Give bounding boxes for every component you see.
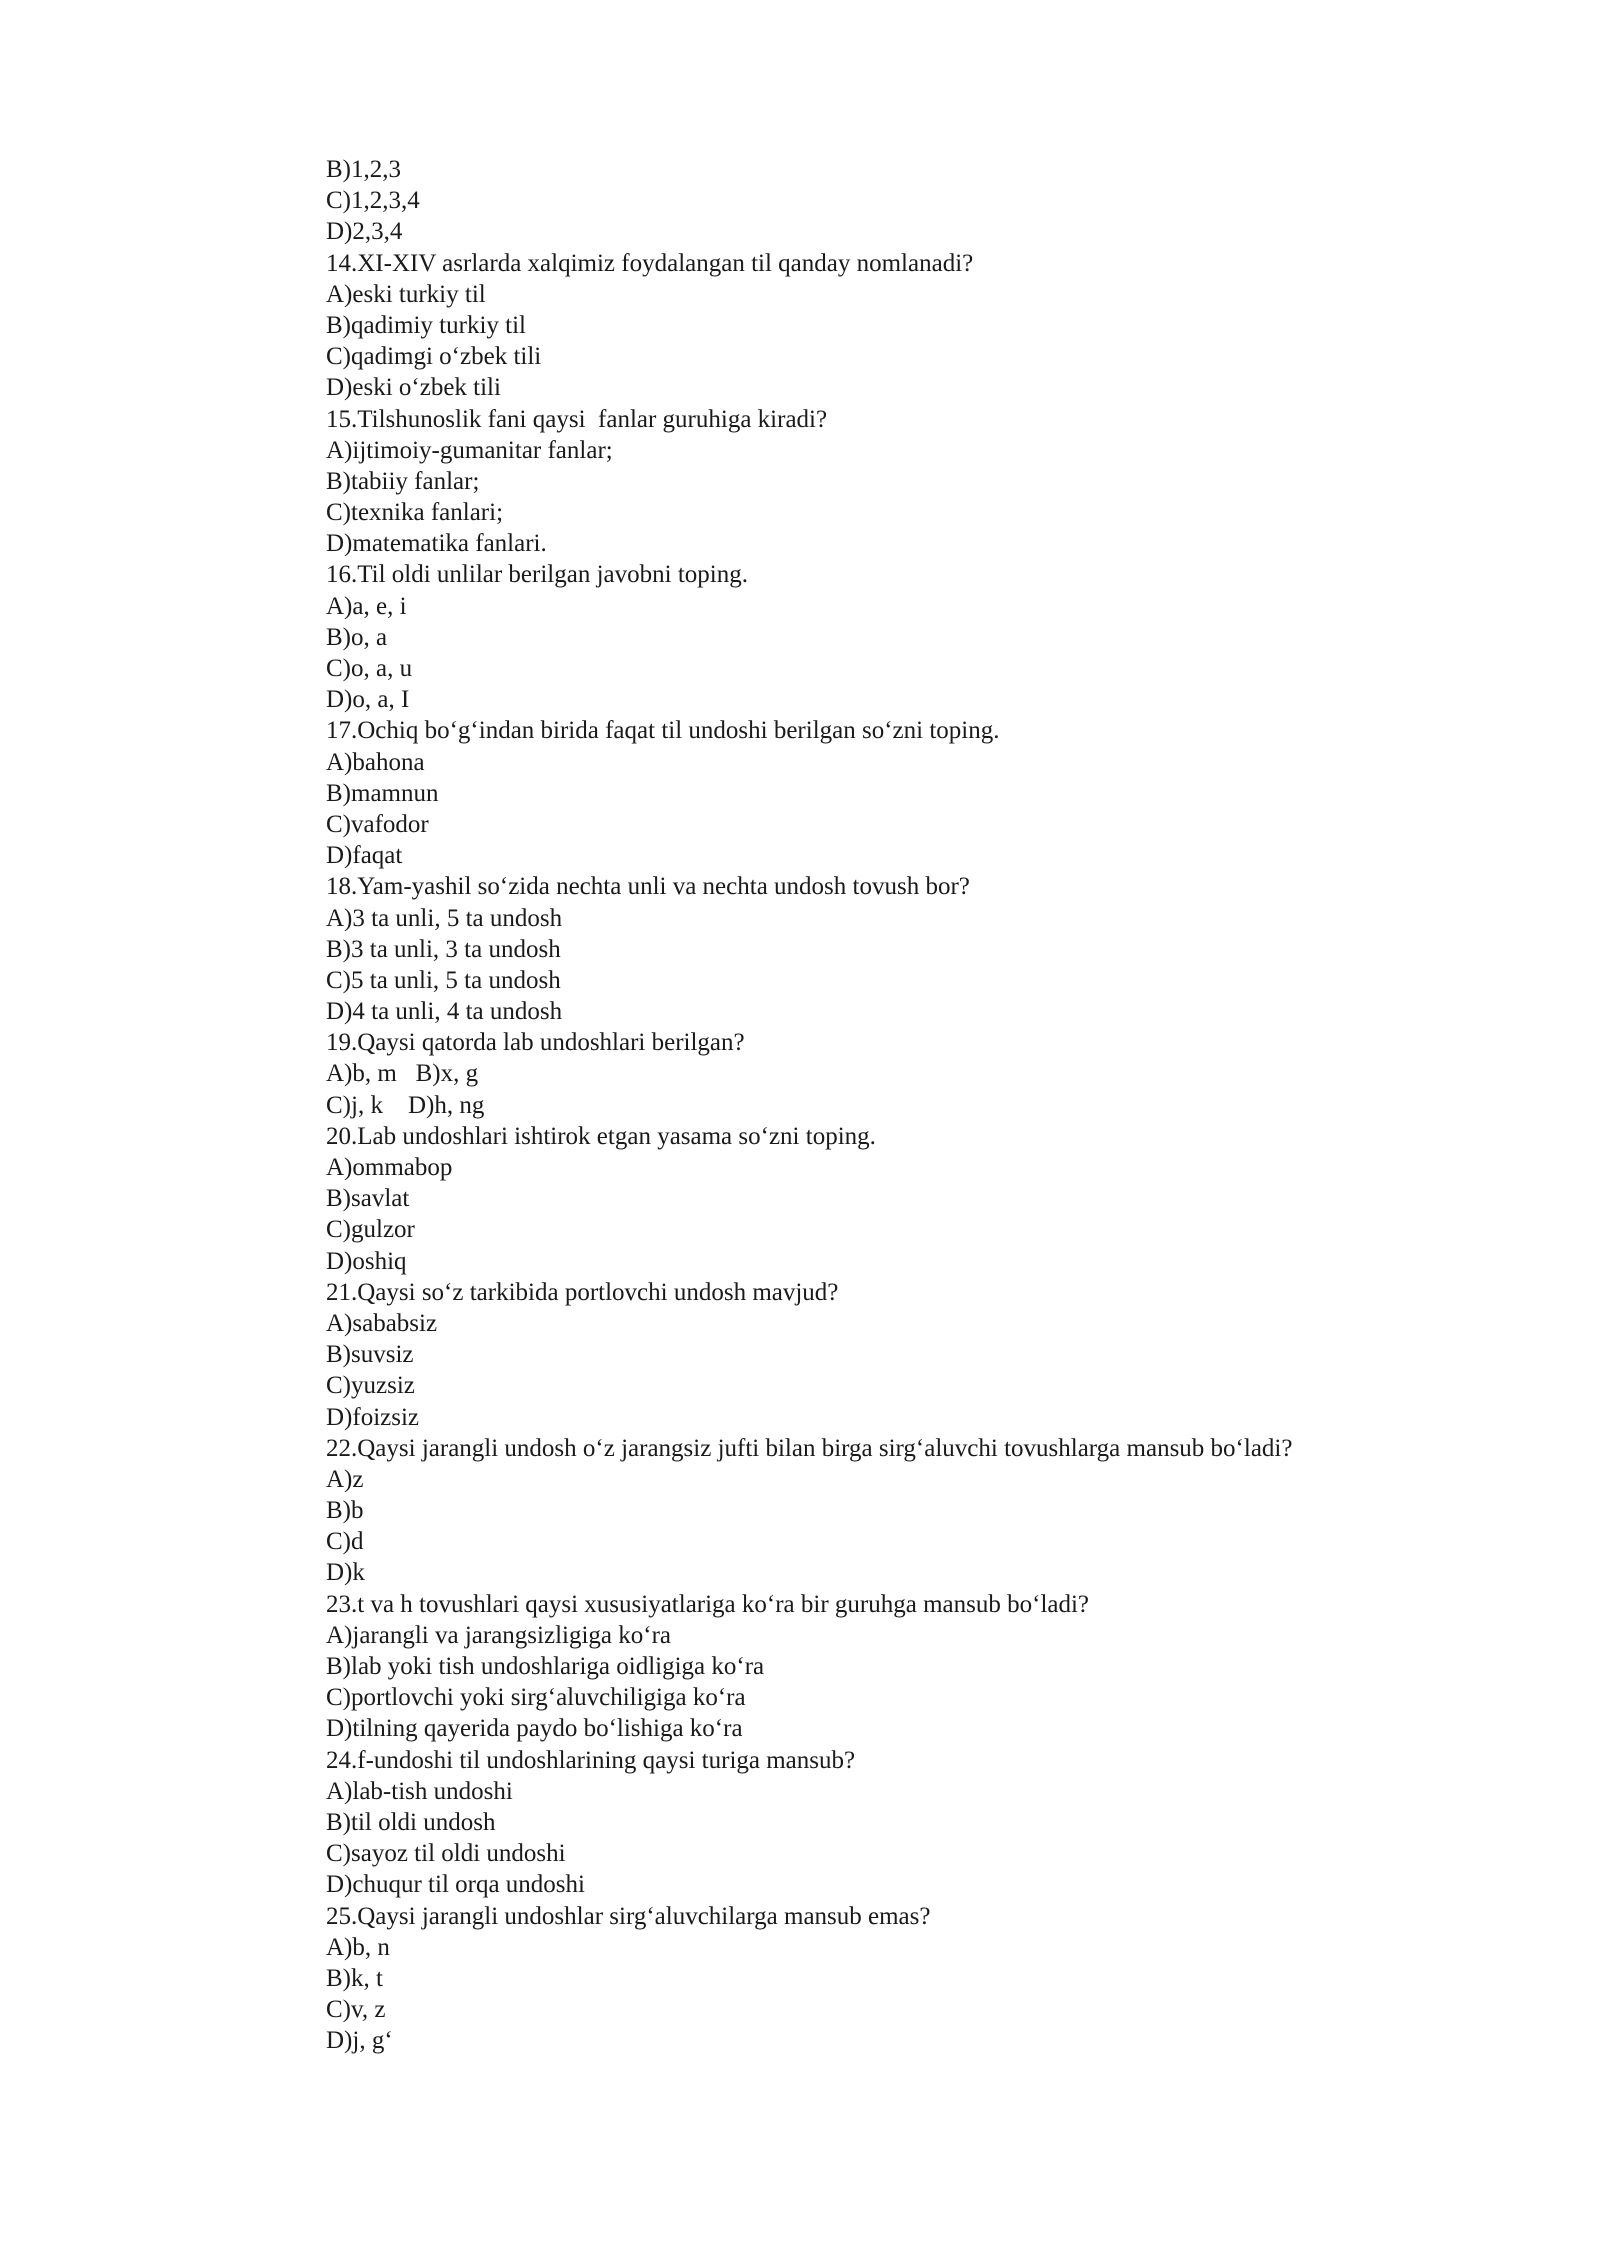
answer-option: B)til oldi undosh (326, 1808, 496, 1836)
answer-option: D)4 ta unli, 4 ta undosh (326, 998, 563, 1026)
document-page (326, 154, 1476, 2056)
answer-option: D)faqat (326, 842, 403, 870)
answer-option: A)3 ta unli, 5 ta undosh (326, 904, 563, 932)
question-text: 22.Qaysi jarangli undosh o‘z jarangsiz jufti bilan birga sirg‘aluvchi tovushlarga mansub bo‘ladi? (326, 1434, 1293, 1462)
answer-option: D)foizsiz (326, 1403, 420, 1431)
answer-option: A)b, m B)x, g (326, 1060, 479, 1088)
answer-option: A)lab-tish undoshi (326, 1777, 513, 1805)
answer-option: D)o, a, I (326, 686, 410, 714)
answer-option: D)eski o‘zbek tili (326, 374, 501, 402)
answer-option: A)jarangli va jarangsizligiga ko‘ra (326, 1621, 671, 1649)
answer-option: D)oshiq (326, 1247, 407, 1275)
answer-option: B)b (326, 1497, 364, 1525)
answer-option: C)d (326, 1528, 364, 1556)
question-text: 24.f-undoshi til undoshlarining qaysi turiga mansub? (326, 1746, 856, 1774)
answer-option: B)suvsiz (326, 1341, 414, 1369)
answer-option: A)sababsiz (326, 1309, 438, 1337)
answer-option: D)k (326, 1559, 365, 1587)
answer-option: B)mamnun (326, 779, 439, 807)
answer-option: C)portlovchi yoki sirg‘aluvchiligiga ko‘ra (326, 1684, 746, 1712)
question-text: 18.Yam-yashil so‘zida nechta unli va nechta undosh tovush bor? (326, 873, 970, 901)
answer-option: C)5 ta unli, 5 ta undosh (326, 966, 561, 994)
answer-option: A)ijtimoiy-gumanitar fanlar; (326, 436, 613, 464)
answer-option: D)matematika fanlari. (326, 530, 547, 558)
answer-option: B)lab yoki tish undoshlariga oidligiga ko‘ra (326, 1653, 765, 1680)
question-text: 25.Qaysi jarangli undoshlar sirg‘aluvchilarga mansub emas? (326, 1902, 931, 1930)
question-text: 19.Qaysi qatorda lab undoshlari berilgan? (326, 1029, 745, 1057)
answer-option: D)chuqur til orqa undoshi (326, 1871, 585, 1899)
answer-option: D)j, g‘ (326, 2027, 393, 2055)
answer-option: D)tilning qayerida paydo bo‘lishiga ko‘ra (326, 1715, 743, 1743)
answer-option: B)k, t (326, 1964, 383, 1992)
answer-option: C)qadimgi o‘zbek tili (326, 343, 542, 371)
answer-option: B)tabiiy fanlar; (326, 467, 480, 495)
answer-option: C)j, k D)h, ng (326, 1091, 485, 1119)
question-text: 16.Til oldi unlilar berilgan javobni toping. (326, 561, 748, 589)
answer-option: B)1,2,3 (326, 156, 401, 183)
question-text: 23.t va h tovushlari qaysi xususiyatlariga ko‘ra bir guruhga mansub bo‘ladi? (326, 1590, 1090, 1618)
answer-option: C)vafodor (326, 810, 429, 838)
answer-option: C)gulzor (326, 1216, 415, 1244)
answer-option: A)ommabop (326, 1154, 453, 1181)
answer-option: A)z (326, 1465, 364, 1493)
answer-option: A)bahona (326, 748, 425, 776)
answer-option: C)v, z (326, 1996, 386, 2024)
question-text: 20.Lab undoshlari ishtirok etgan yasama so‘zni toping. (326, 1122, 876, 1150)
answer-option: A)a, e, i (326, 592, 407, 620)
answer-option: B)qadimiy turkiy til (326, 311, 526, 339)
answer-option: B)o, a (326, 623, 388, 651)
answer-option: D)2,3,4 (326, 218, 403, 246)
answer-option: C)o, a, u (326, 655, 413, 682)
question-text: 14.XI-XIV asrlarda xalqimiz foydalangan til qanday nomlanadi? (326, 249, 974, 277)
question-text: 21.Qaysi so‘z tarkibida portlovchi undosh mavjud? (326, 1278, 839, 1306)
answer-option: C)1,2,3,4 (326, 187, 420, 215)
question-text: 15.Tilshunoslik fani qaysi fanlar guruhiga kiradi? (326, 405, 828, 433)
answer-option: B)3 ta unli, 3 ta undosh (326, 935, 561, 963)
answer-option: A)b, n (326, 1933, 390, 1961)
answer-option: A)eski turkiy til (326, 280, 486, 308)
question-text: 17.Ochiq bo‘g‘indan birida faqat til undoshi berilgan so‘zni toping. (326, 717, 1000, 745)
answer-option: C)yuzsiz (326, 1372, 415, 1400)
answer-option: B)savlat (326, 1185, 410, 1213)
answer-option: C)texnika fanlari; (326, 499, 504, 527)
answer-option: C)sayoz til oldi undoshi (326, 1840, 566, 1868)
